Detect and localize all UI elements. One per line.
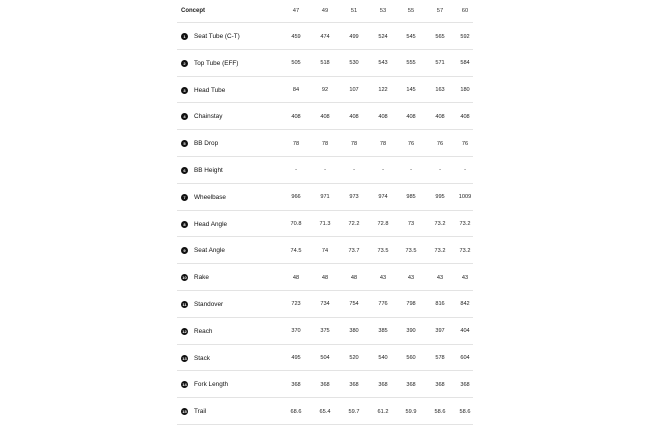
measurement-value: 543 [378, 60, 388, 67]
measurement-value: 145 [406, 87, 416, 94]
measurement-value: 78 [379, 140, 387, 147]
measurement-label: Reach [194, 327, 213, 335]
measurement-value: 368 [291, 381, 301, 388]
measurement-value: 43 [379, 274, 387, 281]
measurement-value: 495 [291, 355, 301, 362]
measurement-value: 73.7 [348, 247, 360, 254]
size-column-header: 55 [407, 8, 415, 14]
measurement-label: Trail [194, 408, 207, 416]
row-number-badge: 3 [181, 87, 188, 94]
row-number-badge: 13 [182, 355, 187, 361]
row-number-badge: 7 [181, 194, 188, 201]
table-row [177, 264, 473, 291]
measurement-label: Head Angle [194, 220, 228, 228]
measurement-value: 974 [378, 194, 388, 201]
measurement-value: 971 [320, 194, 330, 201]
measurement-value: 408 [320, 113, 330, 120]
measurement-value: 43 [407, 274, 415, 281]
table-row [177, 23, 473, 50]
measurement-value: 499 [349, 33, 359, 40]
measurement-value: 734 [320, 301, 330, 308]
measurement-value: 61.2 [377, 408, 389, 415]
table-body [177, 23, 473, 425]
measurement-value: 474 [320, 33, 330, 40]
measurement-value: 73.2 [459, 247, 471, 254]
size-column-header: 53 [379, 8, 387, 14]
measurement-value: 408 [291, 113, 301, 120]
measurement-value: 122 [378, 87, 388, 94]
measurement-value: 370 [291, 328, 301, 335]
measurement-value: 74 [321, 247, 329, 254]
measurement-value: 397 [435, 328, 445, 335]
measurement-value: 404 [460, 328, 470, 335]
geometry-table [177, 0, 473, 425]
table-row [177, 103, 473, 130]
measurement-value: 368 [435, 381, 445, 388]
measurement-value: 380 [349, 328, 359, 335]
measurement-value: 65.4 [319, 408, 331, 415]
measurement-value: - [439, 167, 441, 174]
row-number-badge: 11 [182, 301, 187, 307]
measurement-label: Wheelbase [194, 193, 226, 201]
measurement-label: Chainstay [194, 113, 223, 121]
measurement-value: 842 [460, 301, 470, 308]
table-row [177, 211, 473, 238]
measurement-value: 73.2 [434, 221, 446, 228]
row-number-badge: 2 [181, 60, 188, 67]
measurement-value: 375 [320, 328, 330, 335]
measurement-value: 68.6 [290, 408, 302, 415]
measurement-value: 504 [320, 355, 330, 362]
table-row [177, 318, 473, 345]
measurement-value: 754 [349, 301, 359, 308]
measurement-label: Stack [194, 354, 210, 362]
measurement-value: 385 [378, 328, 388, 335]
table-row [177, 50, 473, 77]
measurement-value: 530 [349, 60, 359, 67]
measurement-value: 408 [349, 113, 359, 120]
measurement-value: 59.9 [405, 408, 417, 415]
row-number-badge: 14 [182, 382, 187, 388]
measurement-value: 723 [291, 301, 301, 308]
table-row [177, 184, 473, 211]
measurement-value: 84 [292, 87, 300, 94]
measurement-value: 540 [378, 355, 388, 362]
table-row [177, 77, 473, 104]
measurement-value: - [410, 167, 412, 174]
measurement-value: 555 [406, 60, 416, 67]
measurement-value: 163 [435, 87, 445, 94]
size-column-header: 47 [292, 8, 300, 14]
row-number-badge: 15 [182, 409, 187, 415]
measurement-value: 973 [349, 194, 359, 201]
measurement-value: 92 [321, 87, 329, 94]
measurement-value: 72.8 [377, 221, 389, 228]
measurement-value: 776 [378, 301, 388, 308]
measurement-value: 798 [406, 301, 416, 308]
measurement-label: Top Tube (EFF) [194, 59, 239, 67]
measurement-value: 59.7 [348, 408, 360, 415]
measurement-value: 966 [291, 194, 301, 201]
measurement-value: 48 [321, 274, 329, 281]
measurement-label: BB Height [194, 166, 223, 174]
table-row [177, 371, 473, 398]
size-column-header: 60 [461, 8, 469, 14]
measurement-value: 72.2 [348, 221, 360, 228]
row-number-badge: 1 [181, 33, 188, 40]
measurement-value: 73.2 [434, 247, 446, 254]
measurement-value: 76 [436, 140, 444, 147]
measurement-value: 1009 [458, 194, 472, 201]
measurement-value: 43 [436, 274, 444, 281]
measurement-label: Seat Angle [194, 247, 225, 255]
measurement-value: 78 [292, 140, 300, 147]
row-number-badge: 10 [182, 275, 187, 281]
measurement-value: 107 [349, 87, 359, 94]
table-row [177, 130, 473, 157]
measurement-value: 73.5 [405, 247, 417, 254]
measurement-value: - [382, 167, 384, 174]
measurement-value: 560 [406, 355, 416, 362]
measurement-value: 368 [349, 381, 359, 388]
measurement-label: Standover [194, 300, 224, 308]
measurement-value: 368 [378, 381, 388, 388]
measurement-value: 76 [407, 140, 415, 147]
measurement-label: Fork Length [194, 381, 229, 389]
measurement-value: 408 [406, 113, 416, 120]
measurement-value: 73 [407, 221, 415, 228]
row-number-badge: 4 [181, 113, 188, 120]
measurement-value: 505 [291, 60, 301, 67]
measurement-value: 70.8 [290, 221, 302, 228]
table-header-row [177, 0, 473, 23]
measurement-value: 48 [292, 274, 300, 281]
measurement-value: 58.6 [434, 408, 446, 415]
row-number-badge: 5 [181, 140, 188, 147]
measurement-value: 524 [378, 33, 388, 40]
measurement-value: 368 [320, 381, 330, 388]
measurement-value: 71.3 [319, 221, 331, 228]
measurement-value: 565 [435, 33, 445, 40]
table-row [177, 345, 473, 372]
measurement-value: 73.5 [377, 247, 389, 254]
measurement-value: 368 [406, 381, 416, 388]
row-number-badge: 6 [181, 167, 188, 174]
table-row [177, 237, 473, 264]
size-column-header: 49 [321, 8, 329, 14]
measurement-value: 816 [435, 301, 445, 308]
measurement-value: 58.6 [459, 408, 471, 415]
measurement-value: 408 [378, 113, 388, 120]
measurement-value: 390 [406, 328, 416, 335]
measurement-value: 604 [460, 355, 470, 362]
measurement-value: 518 [320, 60, 330, 67]
measurement-value: 408 [460, 113, 470, 120]
measurement-value: 368 [460, 381, 470, 388]
measurement-value: - [324, 167, 326, 174]
measurement-value: 520 [349, 355, 359, 362]
table-row [177, 398, 473, 425]
measurement-value: 76 [461, 140, 469, 147]
measurement-label: Seat Tube (C-T) [194, 33, 240, 40]
measurement-value: 78 [350, 140, 358, 147]
row-number-badge: 9 [181, 247, 188, 254]
measurement-value: 584 [460, 60, 470, 67]
measurement-value: 408 [435, 113, 445, 120]
size-column-header: 57 [436, 8, 444, 14]
measurement-value: 73.2 [459, 221, 471, 228]
model-name-label: Concept [181, 8, 205, 14]
measurement-value: - [353, 167, 355, 174]
measurement-value: - [464, 167, 466, 174]
measurement-value: 545 [406, 33, 416, 40]
measurement-value: 180 [460, 87, 470, 94]
measurement-value: 592 [460, 33, 470, 40]
measurement-label: Head Tube [194, 86, 226, 94]
row-number-badge: 12 [182, 328, 187, 334]
table-row [177, 157, 473, 184]
measurement-value: 78 [321, 140, 329, 147]
measurement-value: 578 [435, 355, 445, 362]
measurement-label: Rake [194, 274, 209, 282]
measurement-value: 74.5 [290, 247, 302, 254]
size-column-header: 51 [350, 8, 358, 14]
measurement-label: BB Drop [194, 140, 219, 148]
row-number-badge: 8 [181, 221, 188, 228]
table-row [177, 291, 473, 318]
measurement-value: 43 [461, 274, 469, 281]
measurement-value: 48 [350, 274, 358, 281]
measurement-value: 459 [291, 33, 301, 40]
measurement-value: - [295, 167, 297, 174]
measurement-value: 995 [435, 194, 445, 201]
measurement-value: 571 [435, 60, 445, 67]
measurement-value: 985 [406, 194, 416, 201]
